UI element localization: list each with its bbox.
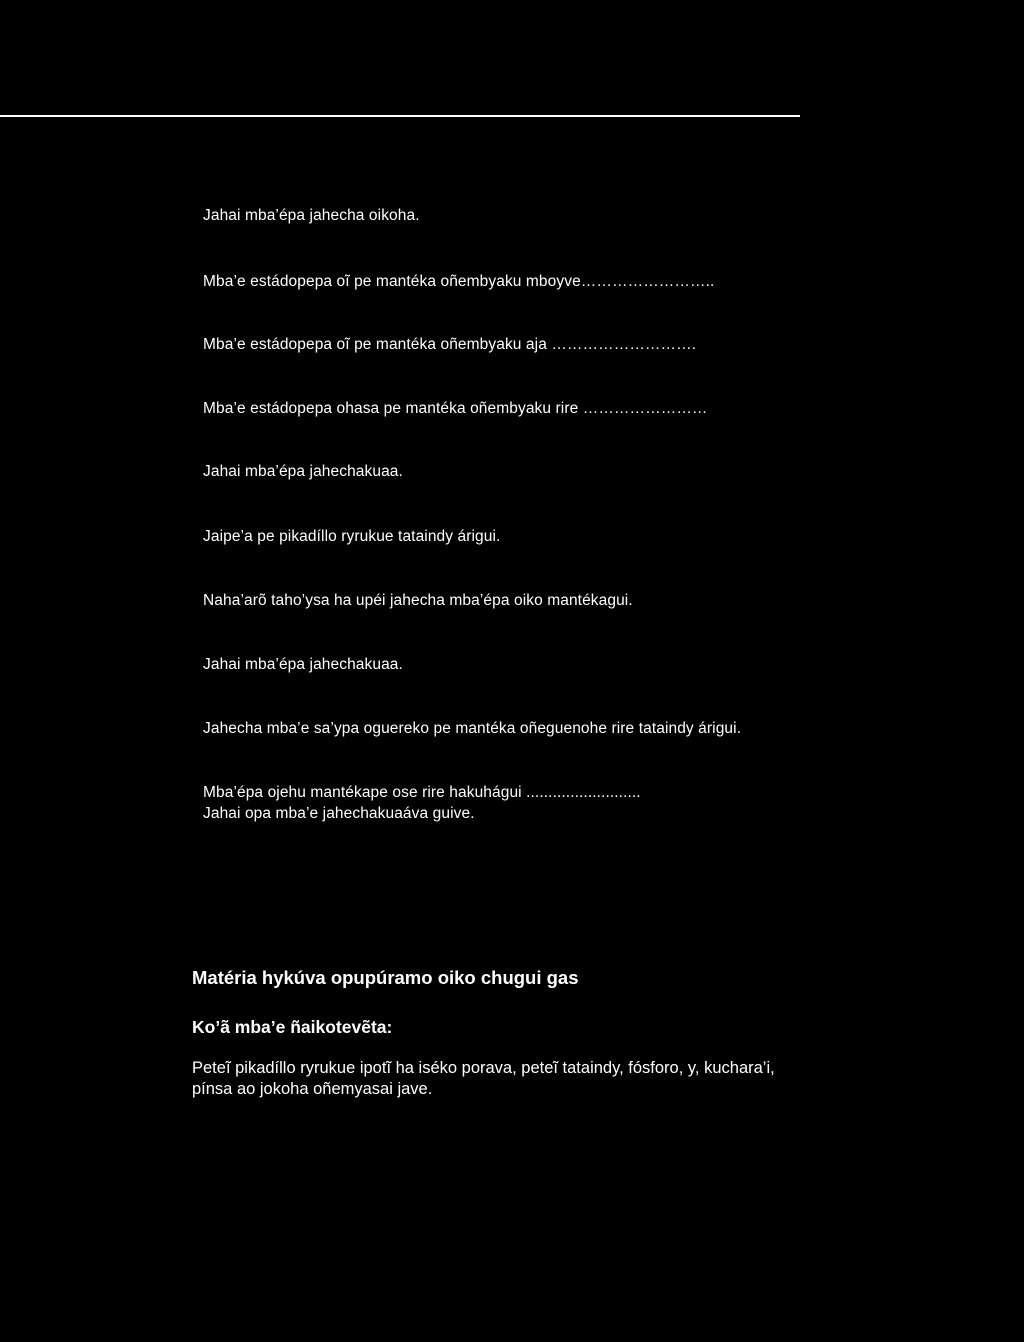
instruction-line: Mba’e estádopepa ohasa pe mantéka oñembyaku rire ……………………: [203, 400, 708, 417]
materials-paragraph: [192, 1058, 852, 1100]
instruction-line: Jahai opa mba’e jahechakuaáva guive.: [203, 805, 475, 822]
materials-heading: Ko’ã mba’e ñaikotevẽta:: [192, 1017, 393, 1037]
instruction-line: Jahai mba’épa jahechakuaa.: [203, 463, 403, 480]
instruction-line: Mba’e estádopepa oĩ pe mantéka oñembyaku aja ……………………….: [203, 336, 697, 353]
instruction-line: Jahai mba’épa jahechakuaa.: [203, 656, 403, 673]
instruction-line: Jahecha mba’e sa’ypa oguereko pe mantéka oñeguenohe rire tataindy árigui.: [203, 720, 742, 737]
instruction-line: Naha’arõ taho’ysa ha upéi jahecha mba’épa oiko mantékagui.: [203, 592, 633, 609]
instruction-line: Jahai mba’épa jahecha oikoha.: [203, 207, 420, 224]
instruction-line: Mba’épa ojehu mantékape ose rire hakuhágui ..........................: [203, 784, 641, 801]
top-divider-end-mark: [792, 115, 800, 117]
top-divider: [0, 115, 792, 117]
materials-line: Peteĩ pikadíllo ryrukue ipotĩ ha iséko porava, peteĩ tataindy, fósforo, y, kuchara’i,: [192, 1059, 775, 1077]
instruction-line: Jaipe’a pe pikadíllo ryrukue tataindy árigui.: [203, 528, 501, 545]
materials-line: pínsa ao jokoha oñemyasai jave.: [192, 1080, 433, 1098]
section-title: Matéria hykúva opupúramo oiko chugui gas: [192, 967, 579, 988]
instruction-line: Mba’e estádopepa oĩ pe mantéka oñembyaku mboyve……………………..: [203, 273, 715, 290]
